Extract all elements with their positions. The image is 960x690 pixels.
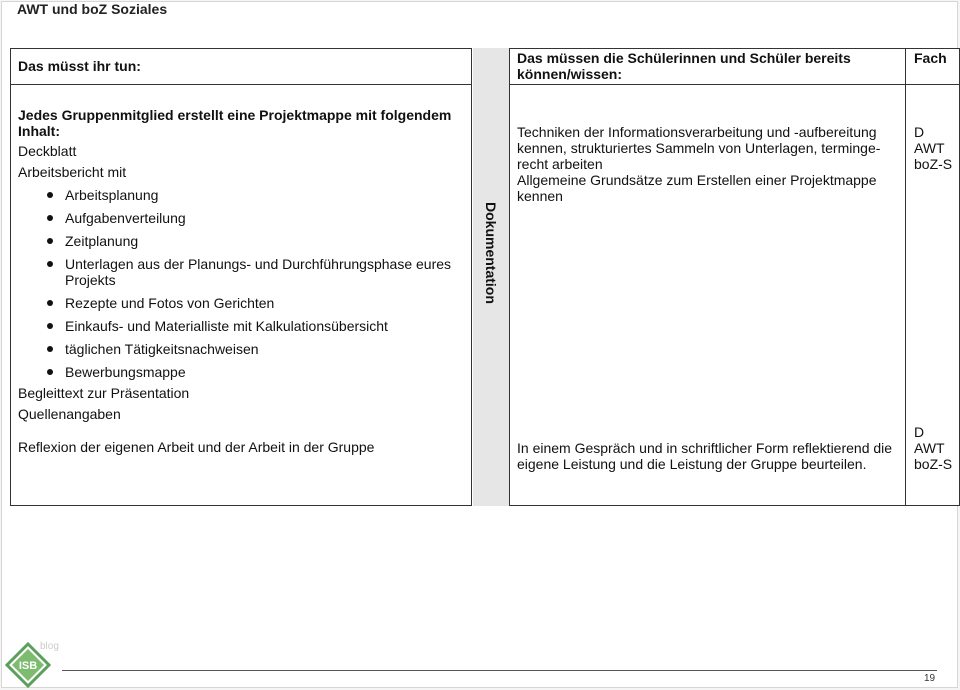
header-cell-prerequisites <box>509 48 906 85</box>
list-item-continuation: Projekts <box>65 272 116 288</box>
header-prereq-line2: können/wissen: <box>517 66 623 82</box>
bullet-dot <box>47 261 53 267</box>
item-reflexion: Reflexion der eigenen Arbeit und der Arbeit in der Gruppe <box>18 439 375 455</box>
item-begleittext: Begleittext zur Präsentation <box>18 385 190 401</box>
document-page <box>1 1 958 688</box>
logo-text: ISB <box>18 660 38 672</box>
bullet-dot <box>47 215 53 221</box>
prereq-line: kennen <box>517 188 563 204</box>
content-cell-subject <box>905 84 960 506</box>
bullet-dot <box>47 300 53 306</box>
page-number: 19 <box>924 673 936 684</box>
bullet-dot <box>47 323 53 329</box>
prereq-line: Techniken der Informationsverarbeitung und -aufbereitung <box>517 124 877 140</box>
header-tasks-label: Das müsst ihr tun: <box>18 58 141 74</box>
bullet-dot <box>47 346 53 352</box>
list-item-text: Einkaufs- und Materialliste mit Kalkulationsübersicht <box>65 318 388 334</box>
header-subject-label: Fach <box>914 50 947 66</box>
prereq-line: In einem Gespräch und in schriftlicher Form reflektierend die <box>517 440 893 456</box>
section-label-dokumentation: Dokumentation <box>483 202 499 304</box>
footer-rule <box>62 670 937 671</box>
intro-line-2: Inhalt: <box>18 123 60 139</box>
list-item-text: Zeitplanung <box>65 233 139 249</box>
header-cell-subject <box>905 48 960 85</box>
header-prereq-line1: Das müssen die Schülerinnen und Schüler bereits <box>517 50 851 66</box>
subject-code: boZ-S <box>914 456 953 472</box>
prereq-line: recht arbeiten <box>517 156 603 172</box>
subject-code: AWT <box>914 440 945 456</box>
content-cell-tasks <box>10 84 472 506</box>
section-label-wrapper <box>473 48 509 506</box>
subject-code: boZ-S <box>914 156 953 172</box>
prereq-line: Allgemeine Grundsätze zum Erstellen einer Projektmappe <box>517 172 877 188</box>
item-quellenangaben: Quellenangaben <box>18 406 121 422</box>
item-deckblatt: Deckblatt <box>18 143 77 159</box>
prereq-line: eigene Leistung und die Leistung der Gruppe beurteilen. <box>517 456 867 472</box>
intro-line-1: Jedes Gruppenmitglied erstellt eine Projektmappe mit folgendem <box>18 107 452 123</box>
bullet-dot <box>47 369 53 375</box>
header-cell-tasks <box>10 48 472 85</box>
item-arbeitsbericht: Arbeitsbericht mit <box>18 164 127 180</box>
isb-logo-icon <box>5 642 51 688</box>
prereq-line: kennen, strukturiertes Sammeln von Unterlagen, terminge- <box>517 140 881 156</box>
subject-code: D <box>914 124 925 140</box>
subject-code: D <box>914 424 925 440</box>
bullet-dot <box>47 192 53 198</box>
list-item-text: Aufgabenverteilung <box>65 210 186 226</box>
list-item-text: Bewerbungsmappe <box>65 364 186 380</box>
page-title: AWT und boZ Soziales <box>17 1 168 17</box>
list-item-text: täglichen Tätigkeitsnachweisen <box>65 341 259 357</box>
subject-code: AWT <box>914 140 945 156</box>
list-item-text: Rezepte und Fotos von Gerichten <box>65 295 275 311</box>
watermark-text: blog <box>40 641 59 652</box>
content-cell-prerequisites <box>509 84 906 506</box>
list-item-text: Arbeitsplanung <box>65 187 159 203</box>
bullet-dot <box>47 238 53 244</box>
list-item-text: Unterlagen aus der Planungs- und Durchführungsphase eures <box>65 256 452 272</box>
